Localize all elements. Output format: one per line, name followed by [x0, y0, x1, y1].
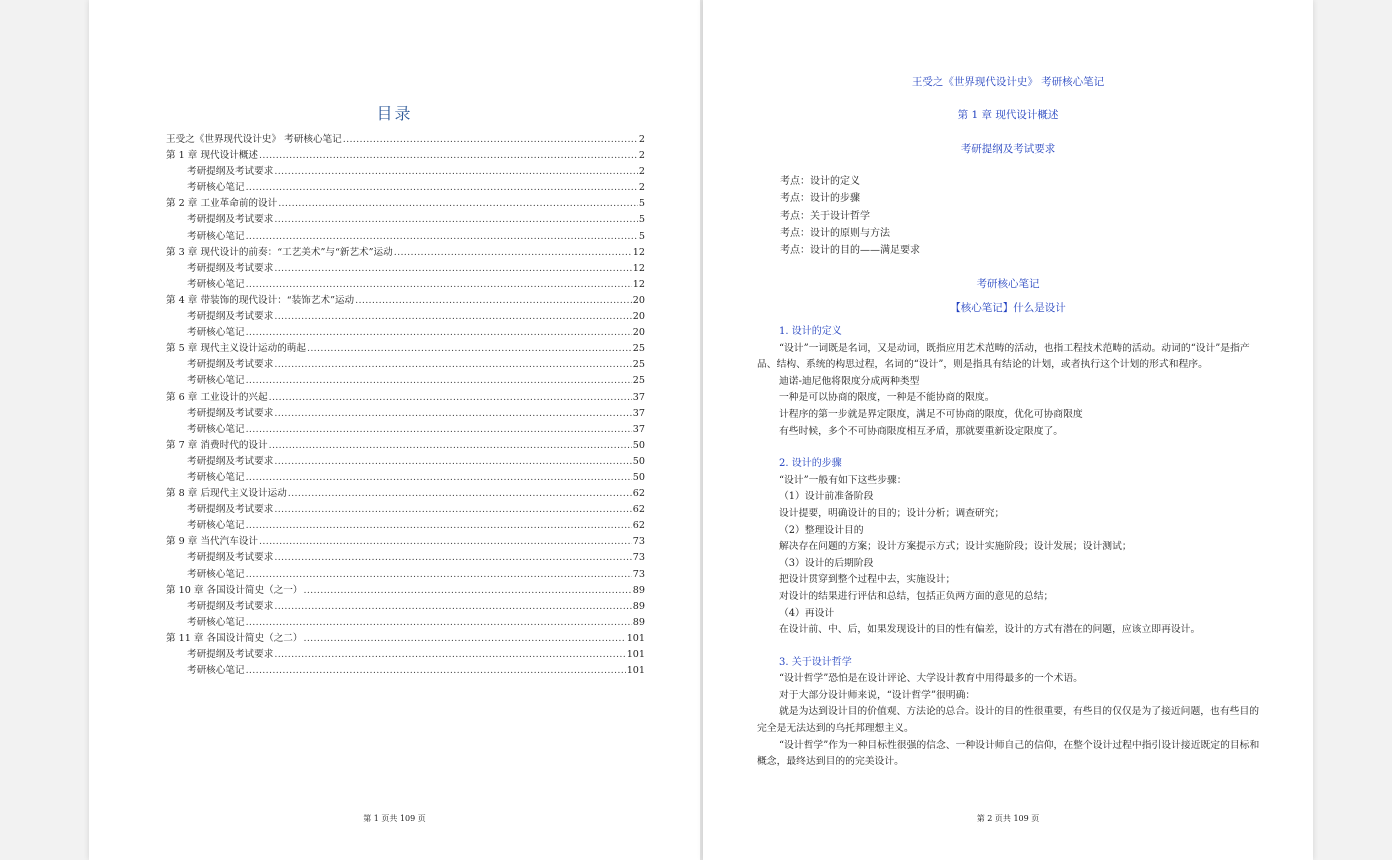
toc-page-number: 12 — [632, 262, 645, 274]
toc-subentry[interactable] — [166, 211, 645, 227]
text-line: 在设计前、中、后，如果发现设计的目的性有偏差，设计的方式有潜在的问题，应该立即再设计。 — [779, 624, 1201, 636]
toc-entry-label: 考研提纲及考试要求 — [187, 311, 274, 323]
pdf-page-1 — [89, 0, 700, 860]
toc-leader-dots — [246, 665, 626, 676]
toc-subentry[interactable] — [166, 405, 645, 421]
toc-entry-label: 第 4 章 带装饰的现代设计：“装饰艺术”运动 — [166, 294, 355, 306]
toc-entry-label: 考研提纲及考试要求 — [187, 552, 274, 564]
toc-leader-dots — [355, 295, 632, 306]
toc-entry-label: 考研提纲及考试要求 — [187, 407, 274, 419]
toc-page-number: 101 — [626, 649, 645, 660]
toc-leader-dots — [274, 504, 631, 515]
toc-subentry[interactable] — [166, 324, 645, 340]
toc-leader-dots — [246, 617, 632, 628]
toc-subentry[interactable] — [166, 372, 645, 388]
toc-entry-label: 第 2 章 工业革命前的设计 — [166, 198, 278, 210]
toc-page-number: 73 — [632, 552, 645, 564]
toc-entry-label: 第 3 章 现代设计的前奏：“工艺美术”与“新艺术”运动 — [166, 246, 393, 258]
toc-leader-dots — [259, 536, 632, 547]
toc-leader-dots — [259, 150, 638, 161]
pdf-page-2 — [703, 0, 1313, 860]
text-line: 解决存在问题的方案；设计方案提示方式；设计实施阶段；设计发展；设计测试； — [779, 541, 1132, 553]
toc-page-number: 73 — [632, 536, 645, 548]
toc-entry-label: 考研提纲及考试要求 — [187, 166, 274, 178]
text-line: （3）设计的后期阶段 — [779, 557, 874, 569]
toc-leader-dots — [274, 166, 638, 177]
paragraph: 就是为达到设计目的价值观、方法论的总合。设计的目的性很重要，有些目的仅仅是为了接近问题，也有些目的完全是无法达到的乌托邦理想主义。 — [757, 706, 1260, 735]
text-line: （1）设计前准备阶段 — [779, 491, 874, 503]
toc-leader-dots — [246, 182, 638, 193]
toc-subentry[interactable] — [166, 614, 645, 630]
toc-page-number: 89 — [632, 584, 645, 596]
text-line: 设计提要，明确设计的目的；设计分析；调查研究； — [779, 507, 1005, 519]
toc-leader-dots — [246, 231, 638, 242]
toc-leader-dots — [274, 649, 625, 660]
toc-subentry[interactable] — [166, 646, 645, 662]
toc-page-number: 62 — [632, 504, 645, 516]
toc-page-number: 12 — [632, 246, 645, 258]
text-line: 计程序的第一步就是界定限度，满足不可协商的限度，优化可协商限度 — [779, 408, 1083, 420]
toc-leader-dots — [274, 408, 631, 419]
toc-page-number: 37 — [632, 407, 645, 419]
toc-subentry[interactable] — [166, 228, 645, 244]
text-line: 有些时候，多个不可协商限度相互矛盾，那就要重新设定限度了。 — [779, 425, 1064, 437]
notes-heading: 考研核心笔记 — [976, 278, 1040, 290]
toc-entry-label: 王受之《世界现代设计史》 考研核心笔记 — [166, 134, 342, 145]
toc-subentry[interactable] — [166, 469, 645, 485]
toc-leader-dots — [246, 327, 632, 338]
toc-entry[interactable] — [166, 533, 645, 549]
toc-page-number: 25 — [632, 375, 645, 387]
chapter-title: 第 1 章 现代设计概述 — [957, 109, 1059, 121]
notes-subheading: 【核心笔记】什么是设计 — [950, 302, 1066, 314]
text-line: 迪诺-迪尼他将限度分成两种类型 — [779, 375, 920, 387]
document-header: 王受之《世界现代设计史》 考研核心笔记 — [911, 76, 1105, 88]
toc-leader-dots — [274, 552, 631, 563]
paragraph: “设计”一词既是名词，又是动词，既指应用艺术范畴的活动，也指工程技术范畴的活动。动词的“设计”是指产品、结构、系统的构思过程，名词的“设计”，则是指具有结论的计划，或者执行这个计划的形式和程序。 — [757, 342, 1250, 371]
toc-entry-label: 考研核心笔记 — [187, 471, 245, 483]
toc-entry-label: 第 1 章 现代设计概述 — [166, 150, 259, 162]
toc-page-number: 20 — [632, 294, 645, 306]
text-line: （2）整理设计目的 — [779, 524, 864, 536]
toc-leader-dots — [278, 198, 638, 209]
toc-page-number: 12 — [632, 278, 645, 290]
toc-entry-label: 考研提纲及考试要求 — [187, 600, 274, 612]
toc-entry-label: 考研核心笔记 — [187, 616, 245, 628]
toc-entry-label: 第 11 章 各国设计简史（之二） — [166, 632, 303, 644]
section-heading: 3. 关于设计哲学 — [779, 656, 852, 668]
toc-entry[interactable] — [166, 340, 645, 356]
text-line: 对于大部分设计师来说，“设计哲学”很明确： — [779, 689, 976, 701]
toc-subentry[interactable] — [166, 549, 645, 565]
key-point: 考点：设计的目的——满足要求 — [780, 245, 920, 257]
toc-entry[interactable] — [166, 244, 645, 260]
toc-page-number: 101 — [626, 632, 645, 644]
toc-leader-dots — [269, 440, 632, 451]
toc-entry[interactable] — [166, 131, 645, 147]
toc-subentry[interactable] — [166, 260, 645, 276]
toc-page-number: 37 — [632, 423, 645, 435]
toc-entry[interactable] — [166, 485, 645, 501]
toc-page-number: 37 — [632, 391, 645, 403]
toc-leader-dots — [394, 247, 632, 258]
toc-subentry[interactable] — [166, 598, 645, 614]
key-points-list — [780, 173, 920, 259]
toc-page-number: 2 — [638, 150, 645, 162]
toc-page-number: 89 — [632, 600, 645, 612]
toc-entry-label: 考研提纲及考试要求 — [187, 455, 274, 467]
toc-page-number: 5 — [638, 230, 645, 242]
toc-entry-label: 考研核心笔记 — [187, 665, 245, 677]
toc-page-number: 5 — [638, 214, 645, 226]
toc-entry[interactable] — [166, 582, 645, 598]
key-point: 考点：关于设计哲学 — [780, 210, 870, 222]
key-point: 考点：设计的步骤 — [780, 193, 860, 205]
toc-leader-dots — [246, 472, 632, 483]
page-footer: 第 2 页共 109 页 — [976, 814, 1040, 823]
toc-page-number: 5 — [638, 198, 645, 210]
text-line: 对设计的结果进行评估和总结，包括正负两方面的意见的总结； — [779, 590, 1054, 602]
text-line: 把设计贯穿到整个过程中去，实施设计； — [779, 574, 956, 586]
toc-leader-dots — [274, 456, 631, 467]
toc-subentry[interactable] — [166, 566, 645, 582]
toc-leader-dots — [246, 520, 632, 531]
toc-leader-dots — [246, 424, 632, 435]
toc-entry-label: 考研核心笔记 — [187, 230, 245, 242]
toc-leader-dots — [269, 392, 632, 403]
toc-entry[interactable] — [166, 292, 645, 308]
toc-entry-label: 考研核心笔记 — [187, 182, 245, 194]
toc-entry[interactable] — [166, 437, 645, 453]
toc-subentry[interactable] — [166, 179, 645, 195]
toc-subentry[interactable] — [166, 662, 645, 678]
toc-subentry[interactable] — [166, 501, 645, 517]
table-of-contents — [166, 131, 645, 678]
toc-subentry[interactable] — [166, 517, 645, 533]
toc-entry[interactable] — [166, 195, 645, 211]
toc-page-number: 101 — [626, 665, 645, 677]
toc-entry-label: 第 10 章 各国设计简史（之一） — [166, 584, 303, 596]
outline-heading: 考研提纲及考试要求 — [960, 143, 1056, 155]
page-footer: 第 1 页共 109 页 — [363, 814, 426, 823]
notes-body — [757, 324, 1263, 771]
toc-page-number: 20 — [632, 311, 645, 323]
toc-entry-label: 考研提纲及考试要求 — [187, 504, 274, 516]
toc-entry-label: 第 6 章 工业设计的兴起 — [166, 391, 268, 403]
toc-subentry[interactable] — [166, 308, 645, 324]
toc-leader-dots — [274, 311, 631, 322]
toc-page-number: 20 — [632, 327, 645, 339]
toc-page-number: 73 — [632, 568, 645, 580]
toc-leader-dots — [246, 375, 632, 386]
toc-page-number: 50 — [632, 471, 645, 483]
toc-leader-dots — [274, 601, 631, 612]
key-point: 考点：设计的定义 — [780, 176, 860, 187]
toc-leader-dots — [246, 279, 632, 290]
toc-page-number: 89 — [632, 616, 645, 628]
toc-entry-label: 考研提纲及考试要求 — [187, 649, 274, 660]
toc-subentry[interactable] — [166, 421, 645, 437]
paragraph: “设计哲学”作为一种目标性很强的信念、一种设计师自己的信仰，在整个设计过程中指引设计接近既定的目标和概念，最终达到目的的完美设计。 — [757, 739, 1260, 768]
toc-leader-dots — [274, 263, 631, 274]
text-line: （4）再设计 — [779, 607, 835, 619]
toc-page-number: 25 — [632, 343, 645, 355]
toc-leader-dots — [303, 633, 625, 644]
toc-leader-dots — [274, 214, 638, 225]
toc-entry-label: 考研核心笔记 — [187, 278, 245, 290]
toc-page-number: 50 — [632, 455, 645, 467]
toc-subentry[interactable] — [166, 356, 645, 372]
toc-entry-label: 考研核心笔记 — [187, 568, 245, 580]
text-line: 一种是可以协商的限度，一种是不能协商的限度。 — [779, 392, 995, 404]
section-heading: 1. 设计的定义 — [779, 326, 842, 337]
toc-entry-label: 第 5 章 现代主义设计运动的萌起 — [166, 343, 306, 355]
toc-leader-dots — [303, 585, 631, 596]
text-line: “设计”一般有如下这些步骤： — [779, 474, 907, 486]
toc-entry-label: 考研提纲及考试要求 — [187, 359, 274, 371]
toc-entry-label: 第 8 章 后现代主义设计运动 — [166, 488, 287, 500]
toc-title: 目录 — [376, 104, 413, 123]
toc-page-number: 25 — [632, 359, 645, 371]
toc-leader-dots — [343, 134, 638, 145]
toc-subentry[interactable] — [166, 163, 645, 179]
toc-entry-label: 第 9 章 当代汽车设计 — [166, 536, 259, 548]
toc-entry[interactable] — [166, 630, 645, 646]
toc-leader-dots — [288, 488, 632, 499]
toc-page-number: 62 — [632, 520, 645, 532]
toc-entry-label: 考研核心笔记 — [187, 327, 245, 339]
toc-entry-label: 考研提纲及考试要求 — [187, 214, 274, 226]
toc-leader-dots — [274, 359, 631, 370]
toc-subentry[interactable] — [166, 276, 645, 292]
toc-entry-label: 第 7 章 消费时代的设计 — [166, 439, 268, 451]
toc-page-number: 62 — [632, 488, 645, 500]
toc-subentry[interactable] — [166, 453, 645, 469]
toc-page-number: 2 — [638, 182, 645, 194]
text-line: “设计哲学”恐怕是在设计评论、大学设计教育中用得最多的一个术语。 — [779, 673, 1083, 685]
section-heading: 2. 设计的步骤 — [779, 458, 842, 470]
toc-entry[interactable] — [166, 147, 645, 163]
toc-page-number: 2 — [638, 166, 645, 178]
toc-leader-dots — [307, 343, 632, 354]
toc-entry-label: 考研核心笔记 — [187, 423, 245, 435]
toc-leader-dots — [246, 569, 632, 580]
toc-entry-label: 考研提纲及考试要求 — [187, 262, 274, 274]
toc-entry-label: 考研核心笔记 — [187, 520, 245, 532]
toc-page-number: 50 — [632, 439, 645, 451]
toc-entry[interactable] — [166, 389, 645, 405]
toc-page-number: 2 — [638, 134, 645, 145]
key-point: 考点：设计的原则与方法 — [780, 227, 890, 239]
toc-entry-label: 考研核心笔记 — [187, 375, 245, 387]
